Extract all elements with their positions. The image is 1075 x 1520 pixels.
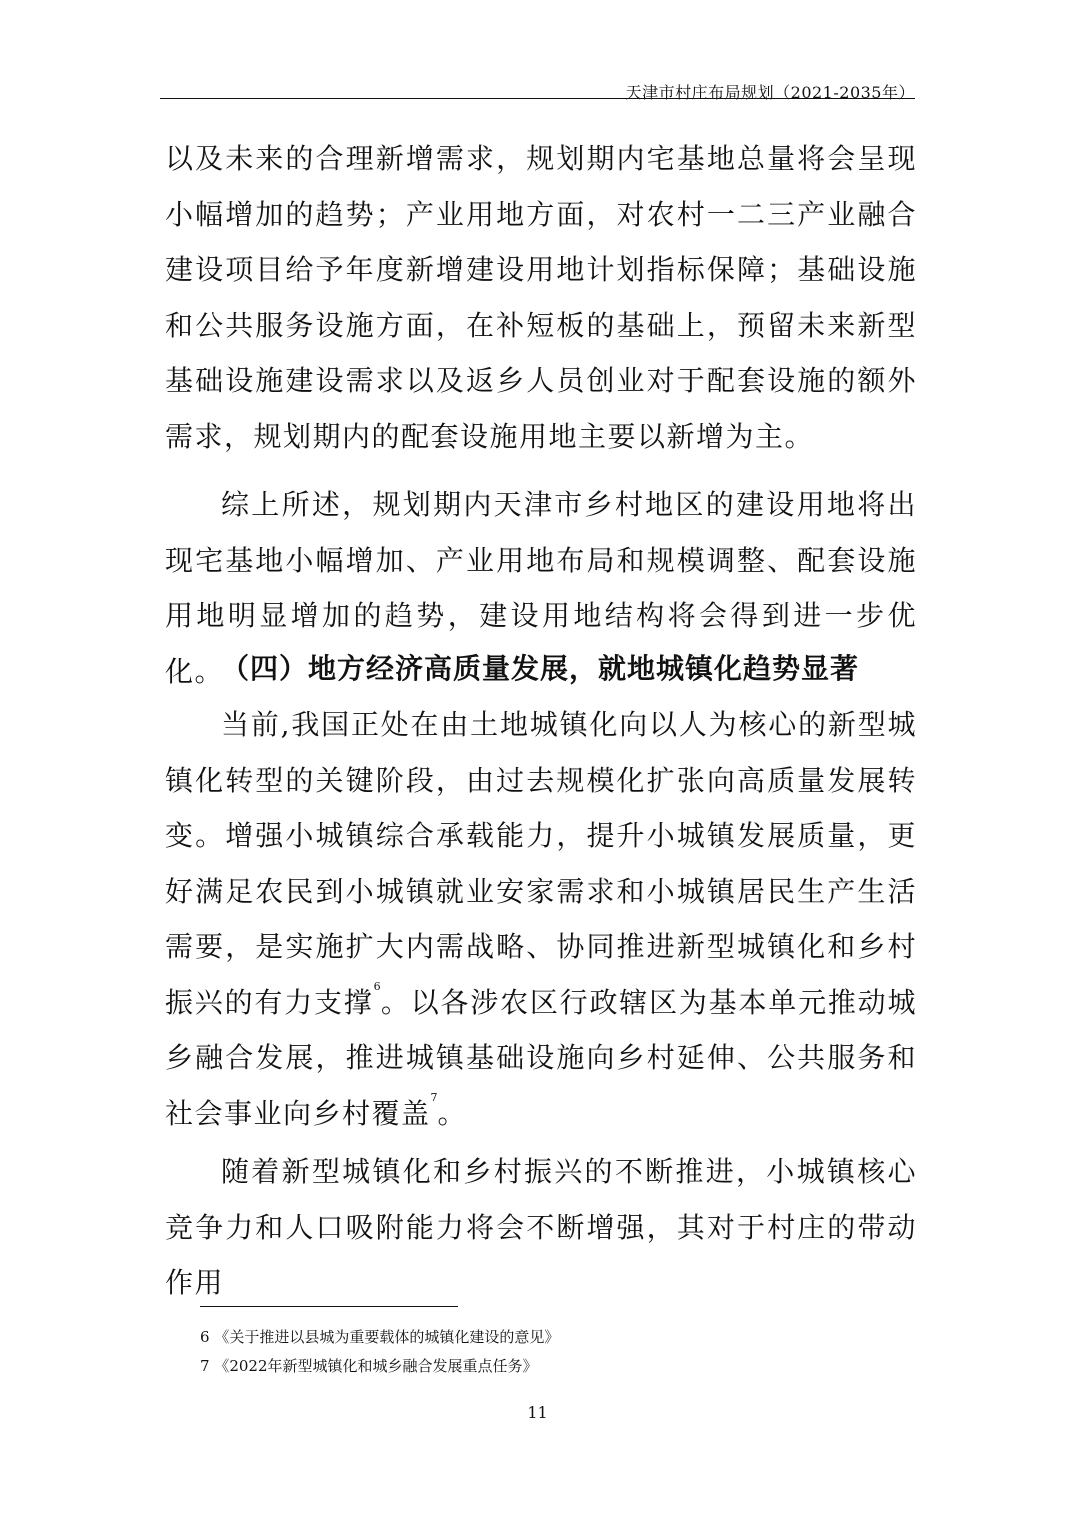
- paragraph-4: [165, 1144, 917, 1311]
- footnote-separator: [200, 1306, 458, 1307]
- paragraph-2-text: 综上所述，规划期内天津市乡村地区的建设用地将出现宅基地小幅增加、产业用地布局和规模调整、配套设施用地明显增加的趋势，建设用地结构将会得到进一步优化。: [165, 488, 917, 688]
- paragraph-1: [165, 131, 917, 464]
- paragraph-3: [165, 697, 917, 1141]
- footnote-6-number: 6: [200, 1328, 210, 1346]
- footnote-ref-7[interactable]: 7: [430, 1090, 438, 1104]
- footnote-6: [200, 1326, 559, 1347]
- running-header: 天津市村庄布局规划（2021-2035年）: [625, 83, 915, 102]
- header-rule: [160, 98, 915, 99]
- footnote-ref-6[interactable]: 6: [373, 979, 381, 993]
- section-heading: （四）地方经济高质量发展，就地城镇化趋势显著: [221, 652, 860, 685]
- paragraph-3-text: [165, 697, 917, 1141]
- paragraph-3-part-3: 。: [437, 1096, 468, 1130]
- paragraph-3-part-1: 当前,我国正处在由土地城镇化向以人为核心的新型城镇化转型的关键阶段，由过去规模化扩张向高质量发展转变。增强小城镇综合承载能力，提升小城镇发展质量，更好满足农民到小城镇就业安家需求和小城镇居民生产生活需要，是实施扩大内需战略、协同推进新型城镇化和乡村振兴的有力支撑: [165, 708, 917, 1019]
- footnote-7: [200, 1355, 538, 1376]
- paragraph-4-text: 随着新型城镇化和乡村振兴的不断推进，小城镇核心竞争力和人口吸附能力将会不断增强，其对于村庄的带动作用: [165, 1155, 917, 1299]
- page-number: 11: [527, 1403, 548, 1422]
- paragraph-1-text: 以及未来的合理新增需求，规划期内宅基地总量将会呈现小幅增加的趋势；产业用地方面，对农村一二三产业融合建设项目给予年度新增建设用地计划指标保障；基础设施和公共服务设施方面，在补短板的基础上，预留未来新型基础设施建设需求以及返乡人员创业对于配套设施的额外需求，规划期内的配套设施用地主要以新增为主。: [165, 142, 917, 453]
- paragraph-3-part-2: 。以各涉农区行政辖区为基本单元推动城乡融合发展，推进城镇基础设施向乡村延伸、公共服务和社会事业向乡村覆盖: [165, 985, 917, 1130]
- footnote-7-number: 7: [200, 1357, 210, 1375]
- footnote-6-text: 《关于推进以县城为重要载体的城镇化建设的意见》: [214, 1328, 560, 1346]
- footnote-7-text: 《2022年新型城镇化和城乡融合发展重点任务》: [214, 1357, 538, 1375]
